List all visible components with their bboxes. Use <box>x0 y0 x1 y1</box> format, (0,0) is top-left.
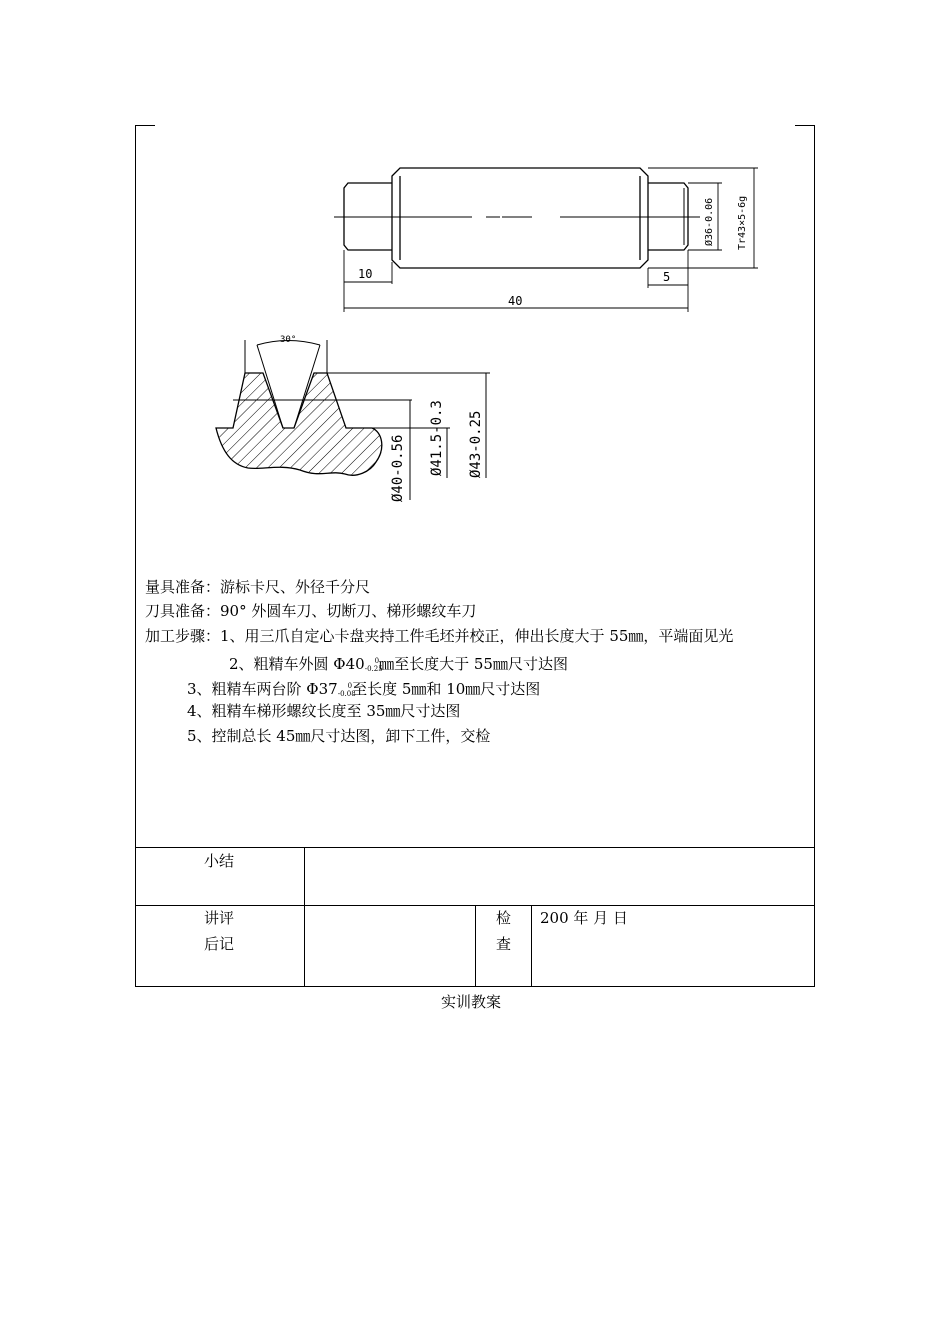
dim-root-diameter: Ø40-0.56 <box>390 434 406 502</box>
cutting-tools-line: 刀具准备：90° 外圆车刀、切断刀、梯形螺纹车刀 <box>145 602 477 620</box>
check-label-line1: 检 <box>496 909 512 927</box>
review-label-line1: 讲评 <box>204 909 235 927</box>
measuring-tools-line: 量具准备：游标卡尺、外径千分尺 <box>145 578 371 596</box>
summary-label: 小结 <box>204 852 235 870</box>
shaft-main-body <box>392 168 648 268</box>
frame-left-border <box>135 125 136 987</box>
dim-pitch-diameter: Ø41.5-0.3 <box>429 400 445 476</box>
dim-right-step: 5 <box>663 270 671 284</box>
dim-step-diameter: Ø36-0.06 <box>704 197 715 246</box>
review-label-line2: 后记 <box>204 935 235 953</box>
frame-right-border <box>814 125 815 987</box>
process-step-1: 加工步骤：1、用三爪自定心卡盘夹持工件毛坯并校正，伸出长度大于 55㎜，平端面见光 <box>145 627 734 645</box>
dim-left-step: 10 <box>358 267 373 281</box>
table-top-border <box>135 847 815 848</box>
frame-corner-left <box>135 125 155 126</box>
thread-profile-section <box>216 373 382 475</box>
process-step-3: 3、粗精车两台阶 $\Phi 37_{-0.08}^0$至长度 5㎜和 10㎜尺寸达图 <box>187 680 541 698</box>
process-step-2: 2、粗精车外圆 $\Phi 40_{-0.25}^0㎜$至长度大于 55㎜尺寸达图 <box>229 655 568 673</box>
dim-major-diameter: Ø43-0.25 <box>468 410 484 478</box>
process-step-4: 4、粗精车梯形螺纹长度至 35㎜尺寸达图 <box>187 702 461 720</box>
thread-angle: 30° <box>280 335 297 345</box>
footer-caption: 实训教案 <box>441 993 502 1011</box>
dim-total-length: 40 <box>508 294 523 308</box>
date-field: 200 年 月 日 <box>540 909 628 927</box>
thread-profile-drawing <box>205 325 505 505</box>
shaft-drawing <box>320 150 760 320</box>
frame-corner-right <box>795 125 815 126</box>
table-col-divider-1 <box>304 847 305 987</box>
check-label-line2: 查 <box>496 935 512 953</box>
table-col-divider-2 <box>475 905 476 987</box>
dim-thread-spec: Tr43×5-6g <box>737 195 748 250</box>
table-col-divider-3 <box>531 905 532 987</box>
process-step-5: 5、控制总长 45㎜尺寸达图，卸下工件，交检 <box>187 727 491 745</box>
